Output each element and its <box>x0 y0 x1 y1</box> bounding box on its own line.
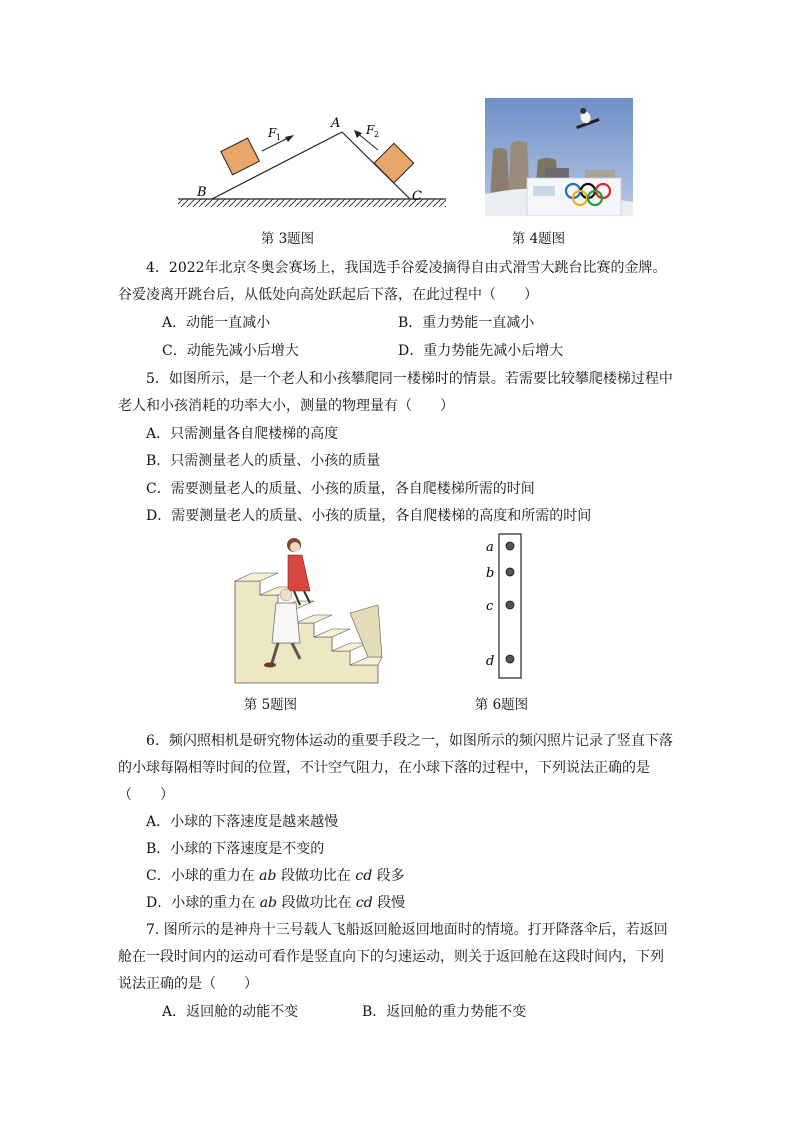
q6-c-pre: C．小球的重力在 <box>146 868 260 884</box>
q4-option-c: C．动能先减小后增大 <box>162 343 299 359</box>
q4-stem-line2: 谷爱凌离开跳台后，从低处向高处跃起后下落，在此过程中（ ） <box>118 287 538 303</box>
label-C: C <box>412 189 422 204</box>
q6-stem-line1: 6．频闪照相机是研究物体运动的重要手段之一，如图所示的频闪照片记录了竖直下落 <box>146 733 673 749</box>
q6-c-seg2: cd <box>355 868 373 884</box>
block-right <box>374 143 414 183</box>
q6-stem-line3: （ ） <box>118 787 174 803</box>
label-F1: F <box>268 126 277 140</box>
q7-option-a: A．返回舱的动能不变 <box>162 1004 299 1020</box>
label-d: d <box>486 654 495 669</box>
q5-stem-line1: 5．如图所示，是一个老人和小孩攀爬同一楼梯时的情景。若需要比较攀爬楼梯过程中 <box>146 371 673 387</box>
q7-stem-line3: 说法正确的是（ ） <box>118 976 258 992</box>
figure-4-caption: 第 4题图 <box>511 231 566 247</box>
figure-5-caption: 第 5题图 <box>243 697 298 713</box>
q6-d-post: 段慢 <box>372 895 406 911</box>
q5-option-b: B．只需测量老人的质量、小孩的质量 <box>146 453 381 469</box>
figure-3-caption: 第 3题图 <box>260 231 315 247</box>
q6-c-mid: 段做功比在 <box>276 868 356 884</box>
q4-option-a: A．动能一直减小 <box>162 315 271 331</box>
figure-4-photo <box>485 98 633 216</box>
block-left <box>221 138 260 175</box>
figure-5-stairs <box>230 533 385 688</box>
label-B: B <box>197 185 207 200</box>
q7-stem-line1: 7. 图所示的是神舟十三号载人飞船返回舱返回地面时的情境。打开降落伞后，若返回 <box>146 922 668 938</box>
figure-6-caption: 第 6题图 <box>474 697 529 713</box>
q6-d-mid: 段做功比在 <box>277 895 356 911</box>
q4-stem-line1: 4．2022年北京冬奥会赛场上，我国选手谷爱凌摘得自由式滑雪大跳台比赛的金牌。 <box>146 260 667 276</box>
label-b: b <box>486 566 495 581</box>
label-A: A <box>331 116 341 131</box>
q5-stem-line2: 老人和小孩消耗的功率大小，测量的物理量有（ ） <box>118 398 454 414</box>
q4-option-b: B．重力势能一直减小 <box>398 315 535 331</box>
q5-option-c: C．需要测量老人的质量、小孩的质量，各自爬楼梯所需的时间 <box>146 481 535 497</box>
q6-option-c <box>146 866 405 886</box>
ball-a <box>506 542 514 550</box>
q5-option-a: A．只需测量各自爬楼梯的高度 <box>146 426 339 442</box>
q6-option-d <box>146 893 405 913</box>
q7-stem-line2: 舱在一段时间内的运动可看作是竖直向下的匀速运动，则关于返回舱在这段时间内，下列 <box>118 949 664 965</box>
q4-option-d: D．重力势能先减小后增大 <box>398 343 564 359</box>
ball-b <box>506 568 514 576</box>
q6-option-b: B．小球的下落速度是不变的 <box>146 841 325 857</box>
q6-d-pre: D．小球的重力在 <box>146 895 260 911</box>
label-F2-sub: 2 <box>374 130 380 139</box>
figure-3-inclines <box>170 110 455 215</box>
label-a: a <box>486 540 494 555</box>
q7-option-b: B．返回舱的重力势能不变 <box>362 1004 527 1020</box>
label-F2: F <box>366 123 375 137</box>
label-F1-sub: 1 <box>276 133 282 142</box>
ball-c <box>506 601 514 609</box>
label-c: c <box>486 599 494 614</box>
figure-6-strobe <box>482 532 532 680</box>
q6-d-seg2: cd <box>355 895 373 911</box>
ball-d <box>506 655 514 663</box>
q6-c-post: 段多 <box>372 868 405 884</box>
q6-d-seg1: ab <box>259 895 277 911</box>
q6-stem-line2: 的小球每隔相等时间的位置，不计空气阻力，在小球下落的过程中，下列说法正确的是 <box>118 760 650 776</box>
q6-option-a: A．小球的下落速度是越来越慢 <box>146 814 339 830</box>
q5-option-d: D．需要测量老人的质量、小孩的质量，各自爬楼梯的高度和所需的时间 <box>146 508 592 524</box>
q6-c-seg1: ab <box>259 868 277 884</box>
